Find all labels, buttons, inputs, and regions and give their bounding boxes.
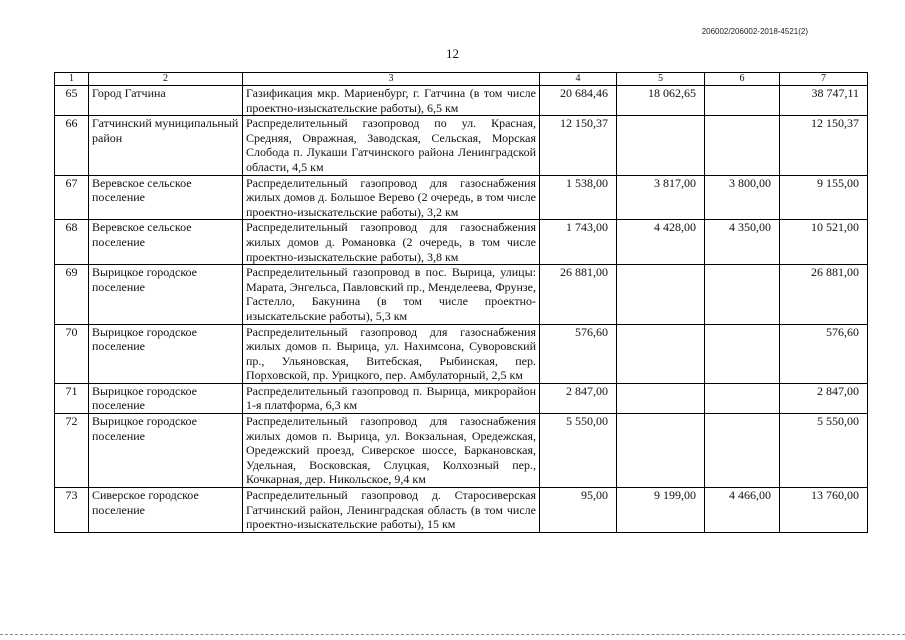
amount-col4-cell: 1 743,00 bbox=[540, 220, 617, 265]
column-header: 7 bbox=[780, 73, 868, 86]
amount-col6-cell bbox=[705, 414, 780, 488]
row-number: 70 bbox=[55, 324, 89, 383]
row-number: 68 bbox=[55, 220, 89, 265]
amount-col6-cell bbox=[705, 265, 780, 324]
amount-col5-cell bbox=[617, 116, 705, 175]
amount-col5-cell bbox=[617, 265, 705, 324]
amount-col4-cell: 12 150,37 bbox=[540, 116, 617, 175]
amount-col4-cell: 95,00 bbox=[540, 488, 617, 533]
description-cell: Газификация мкр. Мариенбург, г. Гатчина (в том числе проектно-изыскательские работы), 6,5 км bbox=[243, 86, 540, 116]
amount-col6-cell bbox=[705, 383, 780, 413]
amount-col6-cell bbox=[705, 324, 780, 383]
row-number: 73 bbox=[55, 488, 89, 533]
table-row bbox=[55, 175, 868, 220]
row-number: 66 bbox=[55, 116, 89, 175]
column-number-row bbox=[55, 73, 868, 86]
column-header: 1 bbox=[55, 73, 89, 86]
total-cell: 576,60 bbox=[780, 324, 868, 383]
total-cell: 9 155,00 bbox=[780, 175, 868, 220]
municipality-cell: Вырицкое городское поселение bbox=[89, 383, 243, 413]
description-cell: Распределительный газопровод д. Старосиверская Гатчинский район, Ленинградская область (в том числе проектно-изыскательские работы), 15 км bbox=[243, 488, 540, 533]
page-edge-line bbox=[0, 634, 905, 635]
municipality-cell: Вырицкое городское поселение bbox=[89, 414, 243, 488]
amount-col4-cell: 5 550,00 bbox=[540, 414, 617, 488]
amount-col5-cell: 9 199,00 bbox=[617, 488, 705, 533]
total-cell: 38 747,11 bbox=[780, 86, 868, 116]
table-row bbox=[55, 220, 868, 265]
amount-col5-cell: 3 817,00 bbox=[617, 175, 705, 220]
total-cell: 12 150,37 bbox=[780, 116, 868, 175]
column-header: 4 bbox=[540, 73, 617, 86]
description-cell: Распределительный газопровод п. Вырица, микрорайон 1-я платформа, 6,3 км bbox=[243, 383, 540, 413]
amount-col5-cell bbox=[617, 383, 705, 413]
description-cell: Распределительный газопровод для газоснабжения жилых домов д. Романовка (2 очередь, в том числе проектно-изыскательские работы), 3,8 км bbox=[243, 220, 540, 265]
amount-col6-cell bbox=[705, 116, 780, 175]
row-number: 71 bbox=[55, 383, 89, 413]
municipality-cell: Вырицкое городское поселение bbox=[89, 324, 243, 383]
municipality-cell: Вырицкое городское поселение bbox=[89, 265, 243, 324]
total-cell: 26 881,00 bbox=[780, 265, 868, 324]
row-number: 67 bbox=[55, 175, 89, 220]
description-cell: Распределительный газопровод для газоснабжения жилых домов п. Вырица, ул. Нахимсона, Суворовский пр., Ульяновская, Витебская, Рыбинская, пер. Порховской, пр. Урицкого, пер. Амбулаторный, 2,5 км bbox=[243, 324, 540, 383]
amount-col4-cell: 20 684,46 bbox=[540, 86, 617, 116]
municipality-cell: Гатчинский муниципальный район bbox=[89, 116, 243, 175]
table-row bbox=[55, 116, 868, 175]
municipality-cell: Веревское сельское поселение bbox=[89, 175, 243, 220]
column-header: 2 bbox=[89, 73, 243, 86]
total-cell: 13 760,00 bbox=[780, 488, 868, 533]
total-cell: 10 521,00 bbox=[780, 220, 868, 265]
amount-col4-cell: 576,60 bbox=[540, 324, 617, 383]
amount-col5-cell: 18 062,65 bbox=[617, 86, 705, 116]
description-cell: Распределительный газопровод по ул. Красная, Средняя, Овражная, Заводская, Сельская, Морская Слобода п. Лукаши Гатчинского района Ленинградской области, 4,5 км bbox=[243, 116, 540, 175]
column-header: 6 bbox=[705, 73, 780, 86]
amount-col5-cell bbox=[617, 324, 705, 383]
municipality-cell: Веревское сельское поселение bbox=[89, 220, 243, 265]
amount-col6-cell: 4 350,00 bbox=[705, 220, 780, 265]
column-header: 3 bbox=[243, 73, 540, 86]
financing-table bbox=[54, 72, 868, 533]
table-row bbox=[55, 265, 868, 324]
document-id: 206002/206002-2018-4521(2) bbox=[701, 27, 808, 36]
table-row bbox=[55, 86, 868, 116]
amount-col6-cell bbox=[705, 86, 780, 116]
table-row bbox=[55, 383, 868, 413]
row-number: 69 bbox=[55, 265, 89, 324]
amount-col6-cell: 3 800,00 bbox=[705, 175, 780, 220]
row-number: 72 bbox=[55, 414, 89, 488]
amount-col5-cell: 4 428,00 bbox=[617, 220, 705, 265]
page-number: 12 bbox=[446, 46, 459, 61]
amount-col4-cell: 2 847,00 bbox=[540, 383, 617, 413]
table-row bbox=[55, 324, 868, 383]
amount-col4-cell: 1 538,00 bbox=[540, 175, 617, 220]
description-cell: Распределительный газопровод для газоснабжения жилых домов п. Вырица, ул. Вокзальная, Оредежская, Оредежский проезд, Сиверское шоссе, Баркановская, Удельная, Восковская, Слуцкая, Колхозный пер., Кочкарная, дер. Никольское, 9,4 км bbox=[243, 414, 540, 488]
description-cell: Распределительный газопровод в пос. Вырица, улицы: Марата, Энгельса, Павловский пр., Менделеева, Фрунзе, Гастелло, Бакунина (в том числе проектно-изыскательские работы), 5,3 км bbox=[243, 265, 540, 324]
table-row bbox=[55, 488, 868, 533]
total-cell: 5 550,00 bbox=[780, 414, 868, 488]
amount-col4-cell: 26 881,00 bbox=[540, 265, 617, 324]
table-row bbox=[55, 414, 868, 488]
amount-col6-cell: 4 466,00 bbox=[705, 488, 780, 533]
amount-col5-cell bbox=[617, 414, 705, 488]
column-header: 5 bbox=[617, 73, 705, 86]
total-cell: 2 847,00 bbox=[780, 383, 868, 413]
municipality-cell: Город Гатчина bbox=[89, 86, 243, 116]
description-cell: Распределительный газопровод для газоснабжения жилых домов д. Большое Верево (2 очередь, в том числе проектно-изыскательские работы), 3,2 км bbox=[243, 175, 540, 220]
row-number: 65 bbox=[55, 86, 89, 116]
municipality-cell: Сиверское городское поселение bbox=[89, 488, 243, 533]
